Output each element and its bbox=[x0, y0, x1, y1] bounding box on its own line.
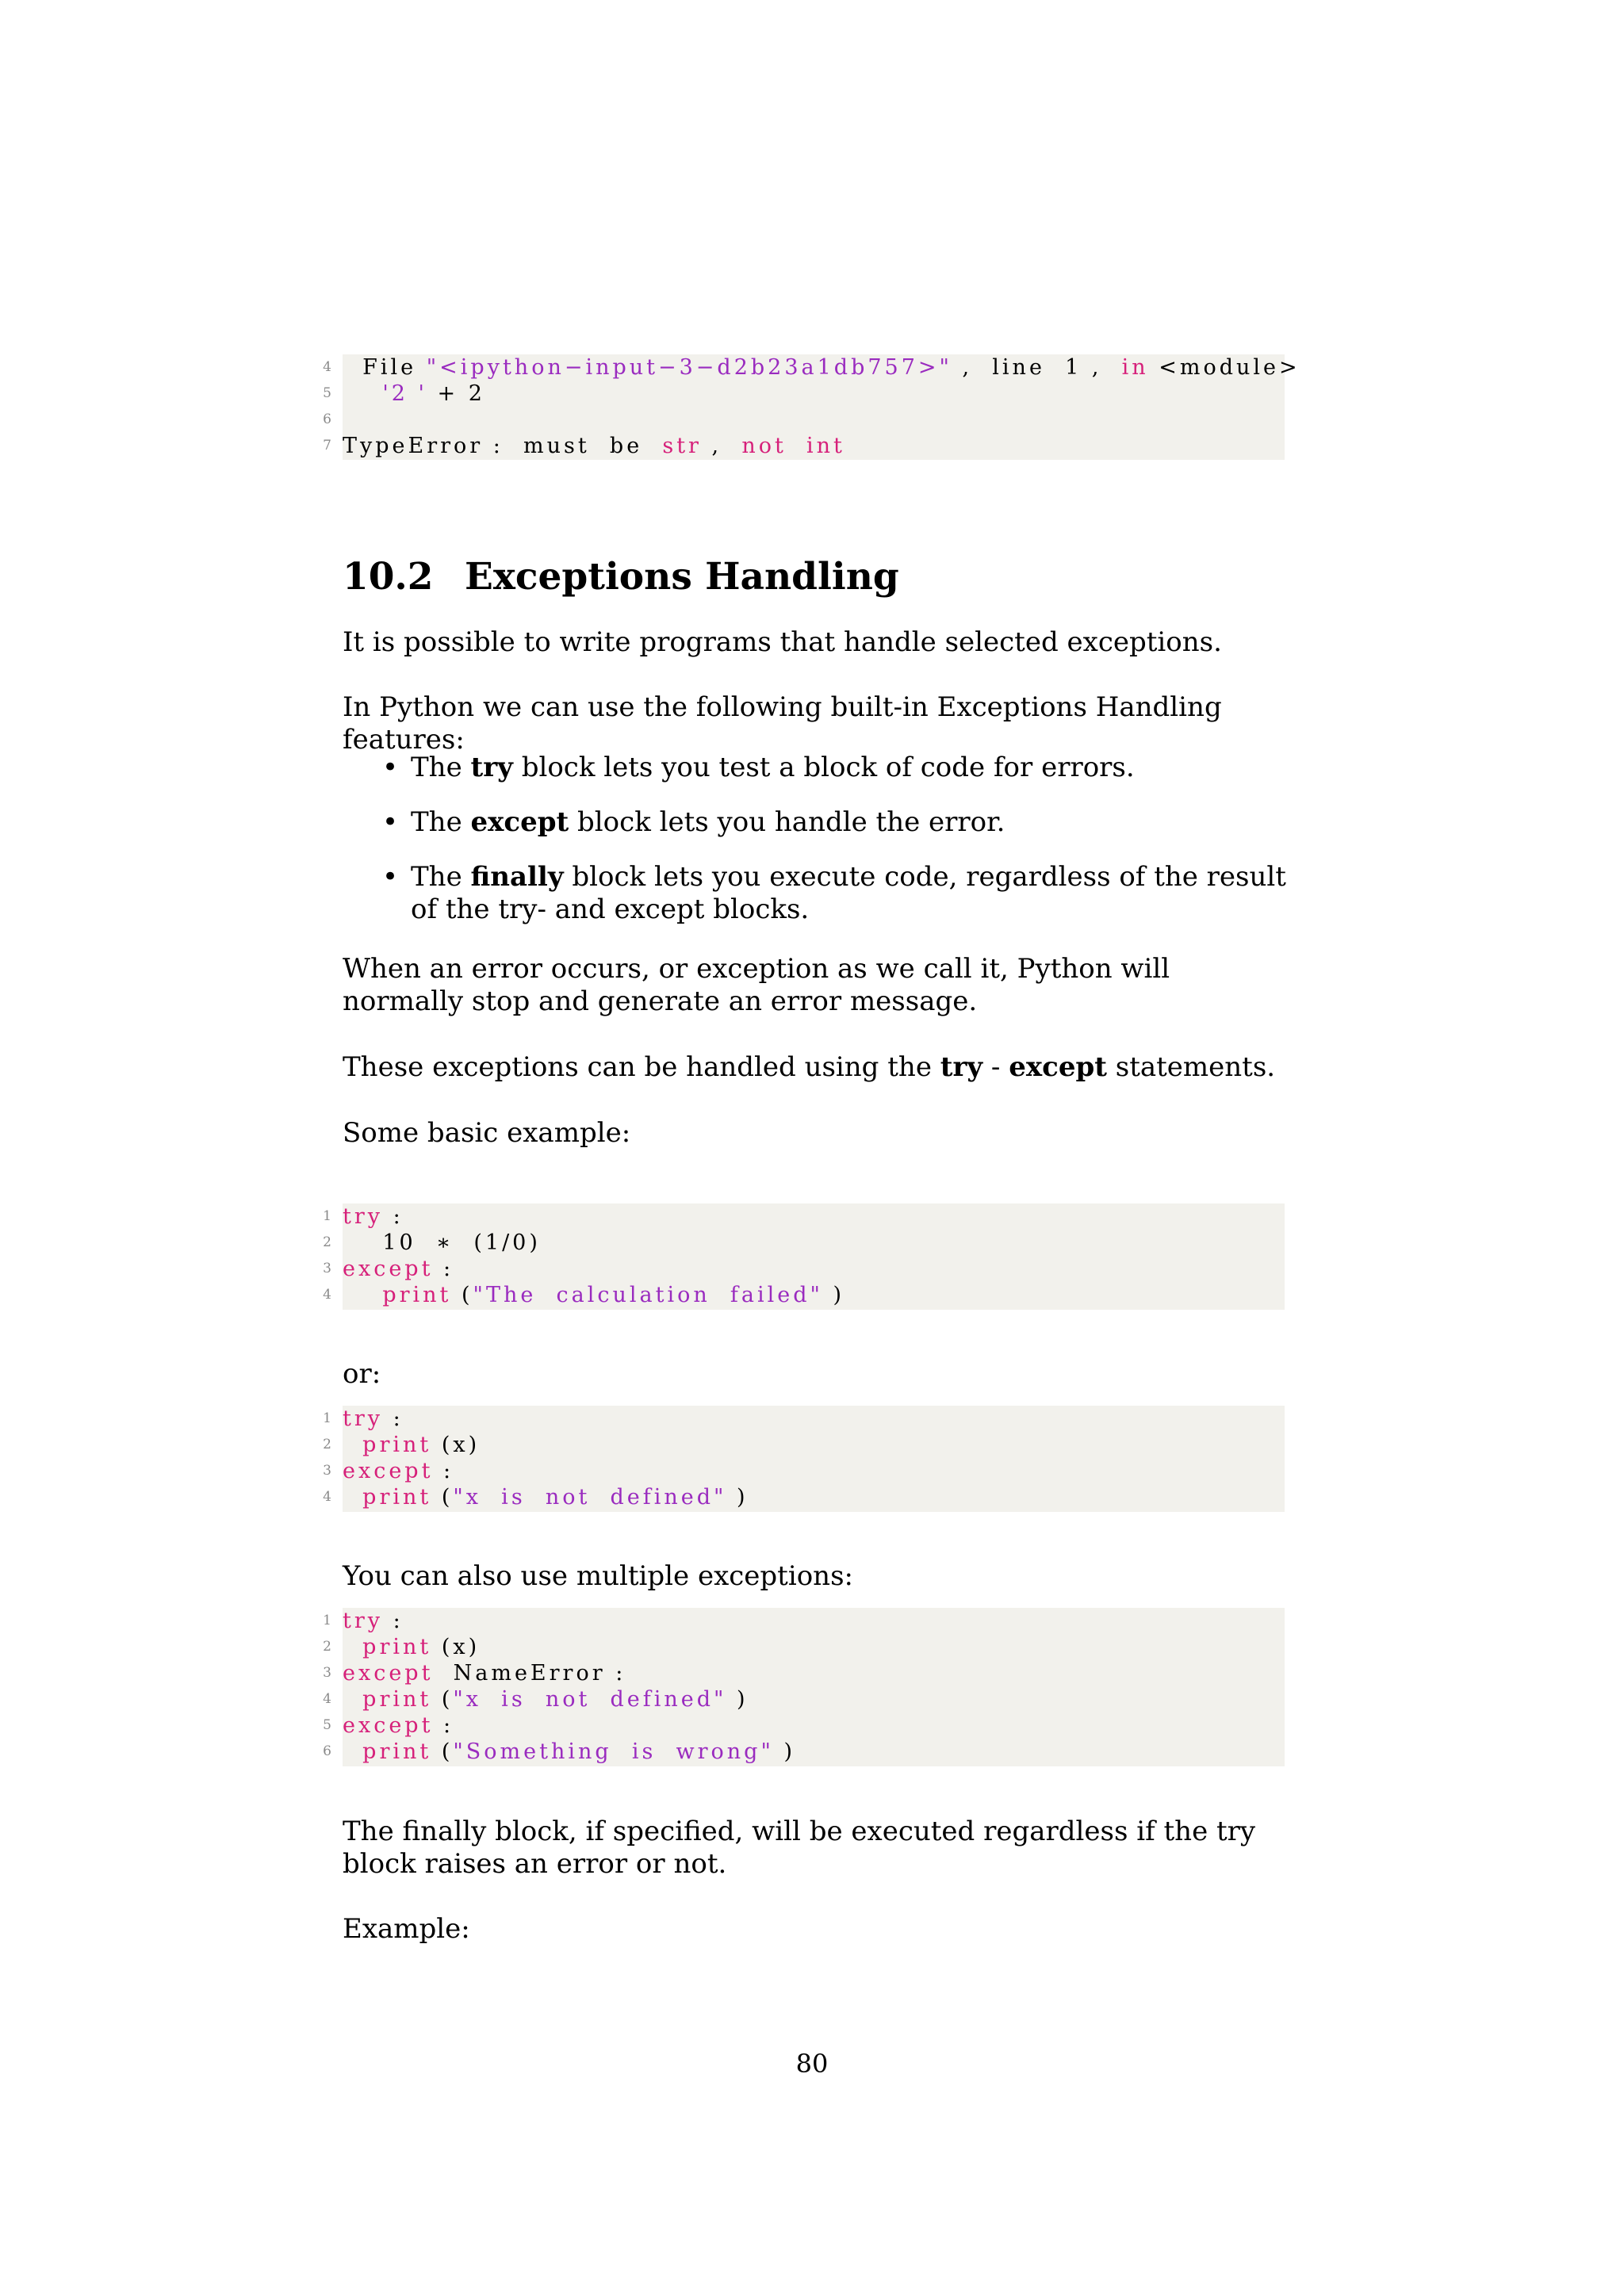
code-keyword: try bbox=[343, 1406, 384, 1431]
code-text bbox=[343, 1634, 480, 1660]
code-text bbox=[343, 1432, 480, 1458]
bullet-icon: • bbox=[382, 752, 399, 783]
line-number: 4 bbox=[323, 1691, 331, 1707]
code-line bbox=[323, 1634, 1285, 1660]
code-plain: <module> bbox=[1148, 355, 1300, 380]
code-string: "Something is wrong" bbox=[453, 1739, 774, 1764]
line-number: 4 bbox=[323, 1489, 331, 1505]
code-keyword: try bbox=[343, 1204, 384, 1229]
code-keyword: not bbox=[741, 434, 787, 458]
code-text bbox=[343, 354, 1300, 381]
bullet-icon: • bbox=[382, 806, 399, 838]
code-plain: : bbox=[383, 1204, 404, 1229]
code-keyword: int bbox=[806, 434, 845, 458]
code-string: "<ipython−input−3−d2b23a1db757>" bbox=[426, 355, 952, 380]
code-line bbox=[323, 1230, 1285, 1256]
line-number: 2 bbox=[323, 1234, 331, 1250]
line-number: 2 bbox=[323, 1639, 331, 1655]
code-string: "The calculation failed" bbox=[473, 1283, 823, 1307]
paragraph: Example: bbox=[343, 1913, 470, 1945]
code-line bbox=[323, 407, 1285, 433]
code-plain: 10 ∗ (1/0) bbox=[343, 1230, 541, 1255]
code-keyword: print bbox=[362, 1635, 432, 1659]
code-text bbox=[343, 1608, 404, 1634]
code-keyword: print bbox=[362, 1739, 432, 1764]
paragraph: It is possible to write programs that handle selected exceptions. bbox=[343, 626, 1222, 658]
line-number: 2 bbox=[323, 1437, 331, 1452]
code-line bbox=[323, 354, 1300, 381]
code-plain: NameError : bbox=[433, 1661, 626, 1686]
code-plain: ) bbox=[822, 1283, 845, 1307]
code-plain: File bbox=[343, 355, 427, 380]
line-number: 3 bbox=[323, 1463, 331, 1479]
line-number: 1 bbox=[323, 1208, 331, 1224]
code-line bbox=[323, 1406, 1285, 1432]
code-string: "x is not defined" bbox=[453, 1485, 727, 1510]
code-keyword: str bbox=[662, 434, 702, 458]
code-plain: : bbox=[433, 1713, 454, 1738]
section-heading bbox=[343, 555, 899, 599]
code-text bbox=[343, 1282, 845, 1308]
code-text bbox=[343, 1686, 749, 1712]
section-number: 10.2 bbox=[343, 555, 434, 599]
section-title: Exceptions Handling bbox=[465, 555, 899, 599]
code-line bbox=[323, 1203, 1285, 1230]
code-plain: + 2 bbox=[427, 381, 485, 406]
code-line bbox=[323, 1686, 1285, 1712]
code-plain bbox=[343, 381, 382, 406]
code-plain: : bbox=[383, 1406, 404, 1431]
code-keyword: print bbox=[362, 1687, 432, 1712]
code-plain: (x) bbox=[431, 1635, 481, 1659]
code-keyword: except bbox=[343, 1713, 434, 1738]
code-block-traceback bbox=[323, 354, 1300, 460]
line-number: 5 bbox=[323, 385, 331, 401]
code-text bbox=[343, 433, 845, 459]
code-line bbox=[323, 1256, 1285, 1282]
code-line bbox=[323, 1660, 1285, 1686]
code-text bbox=[343, 1484, 749, 1510]
line-number: 7 bbox=[323, 438, 331, 453]
code-line bbox=[323, 1712, 1285, 1739]
code-line bbox=[323, 1484, 1285, 1510]
code-plain: (x) bbox=[431, 1433, 481, 1457]
code-plain bbox=[343, 1739, 362, 1764]
code-plain bbox=[343, 1635, 362, 1659]
code-plain bbox=[343, 1485, 362, 1510]
code-string: '2 ' bbox=[382, 381, 427, 406]
bullet-item: • The try block lets you test a block of code for errors. bbox=[382, 752, 1135, 783]
code-keyword: except bbox=[343, 1257, 434, 1281]
code-plain bbox=[343, 1283, 382, 1307]
bullet-item: • The finally block lets you execute code, regardless of the result of the try- and except blocks. bbox=[382, 861, 1286, 925]
code-block-basic-example bbox=[323, 1203, 1285, 1310]
code-line bbox=[323, 1608, 1285, 1634]
line-number: 3 bbox=[323, 1665, 331, 1681]
code-line bbox=[323, 1739, 1285, 1765]
line-number: 4 bbox=[323, 359, 331, 375]
code-text bbox=[343, 1458, 454, 1484]
code-plain bbox=[343, 1433, 362, 1457]
paragraph: or: bbox=[343, 1358, 381, 1390]
bullet-item: • The except block lets you handle the error. bbox=[382, 806, 1005, 838]
code-string: "x is not defined" bbox=[453, 1687, 727, 1712]
code-plain: ( bbox=[431, 1687, 454, 1712]
code-text bbox=[343, 1660, 626, 1686]
code-keyword: print bbox=[362, 1433, 432, 1457]
line-number: 6 bbox=[323, 411, 331, 427]
code-line bbox=[323, 1432, 1285, 1458]
code-text bbox=[343, 1712, 454, 1739]
code-line bbox=[323, 433, 1285, 459]
code-text bbox=[343, 1256, 454, 1282]
code-text bbox=[343, 1406, 404, 1432]
code-line bbox=[323, 1282, 1285, 1308]
code-plain: , line 1 , bbox=[952, 355, 1122, 380]
code-plain: ( bbox=[451, 1283, 473, 1307]
bullet-icon: • bbox=[382, 861, 399, 893]
paragraph: These exceptions can be handled using the try - except statements. bbox=[343, 1051, 1276, 1083]
code-keyword: in bbox=[1121, 355, 1149, 380]
line-number: 6 bbox=[323, 1743, 331, 1759]
code-plain: ( bbox=[431, 1485, 454, 1510]
code-plain bbox=[343, 1687, 362, 1712]
line-number: 1 bbox=[323, 1613, 331, 1628]
code-plain: : bbox=[433, 1257, 454, 1281]
line-number: 4 bbox=[323, 1287, 331, 1303]
code-line bbox=[323, 381, 1285, 407]
line-number: 5 bbox=[323, 1717, 331, 1733]
paragraph: In Python we can use the following built-in Exceptions Handling features: bbox=[343, 691, 1222, 756]
code-keyword: print bbox=[362, 1485, 432, 1510]
code-text bbox=[343, 381, 485, 407]
paragraph: You can also use multiple exceptions: bbox=[343, 1560, 853, 1592]
paragraph: Some basic example: bbox=[343, 1117, 631, 1149]
paragraph: The finally block, if specified, will be executed regardless if the try block raises an error or not. bbox=[343, 1816, 1256, 1880]
code-plain: TypeError : must be bbox=[343, 434, 663, 458]
code-keyword: try bbox=[343, 1609, 384, 1633]
code-plain: ) bbox=[726, 1687, 749, 1712]
code-line bbox=[323, 1458, 1285, 1484]
code-text bbox=[343, 1230, 541, 1256]
line-number: 3 bbox=[323, 1261, 331, 1276]
code-block-or-example bbox=[323, 1406, 1285, 1512]
paragraph: When an error occurs, or exception as we call it, Python will normally stop and generate an error message. bbox=[343, 953, 1170, 1017]
code-keyword: except bbox=[343, 1661, 434, 1686]
code-text bbox=[343, 1739, 795, 1765]
code-plain bbox=[787, 434, 806, 458]
page-number: 80 bbox=[795, 2049, 829, 2079]
code-plain: ) bbox=[726, 1485, 749, 1510]
code-plain: : bbox=[433, 1459, 454, 1483]
code-keyword: except bbox=[343, 1459, 434, 1483]
code-text bbox=[343, 1203, 404, 1230]
code-plain: , bbox=[701, 434, 742, 458]
line-number: 1 bbox=[323, 1410, 331, 1426]
code-keyword: print bbox=[382, 1283, 452, 1307]
code-block-multiple-exceptions bbox=[323, 1608, 1285, 1766]
code-plain: ) bbox=[773, 1739, 795, 1764]
code-plain: ( bbox=[431, 1739, 454, 1764]
code-plain: : bbox=[383, 1609, 404, 1633]
